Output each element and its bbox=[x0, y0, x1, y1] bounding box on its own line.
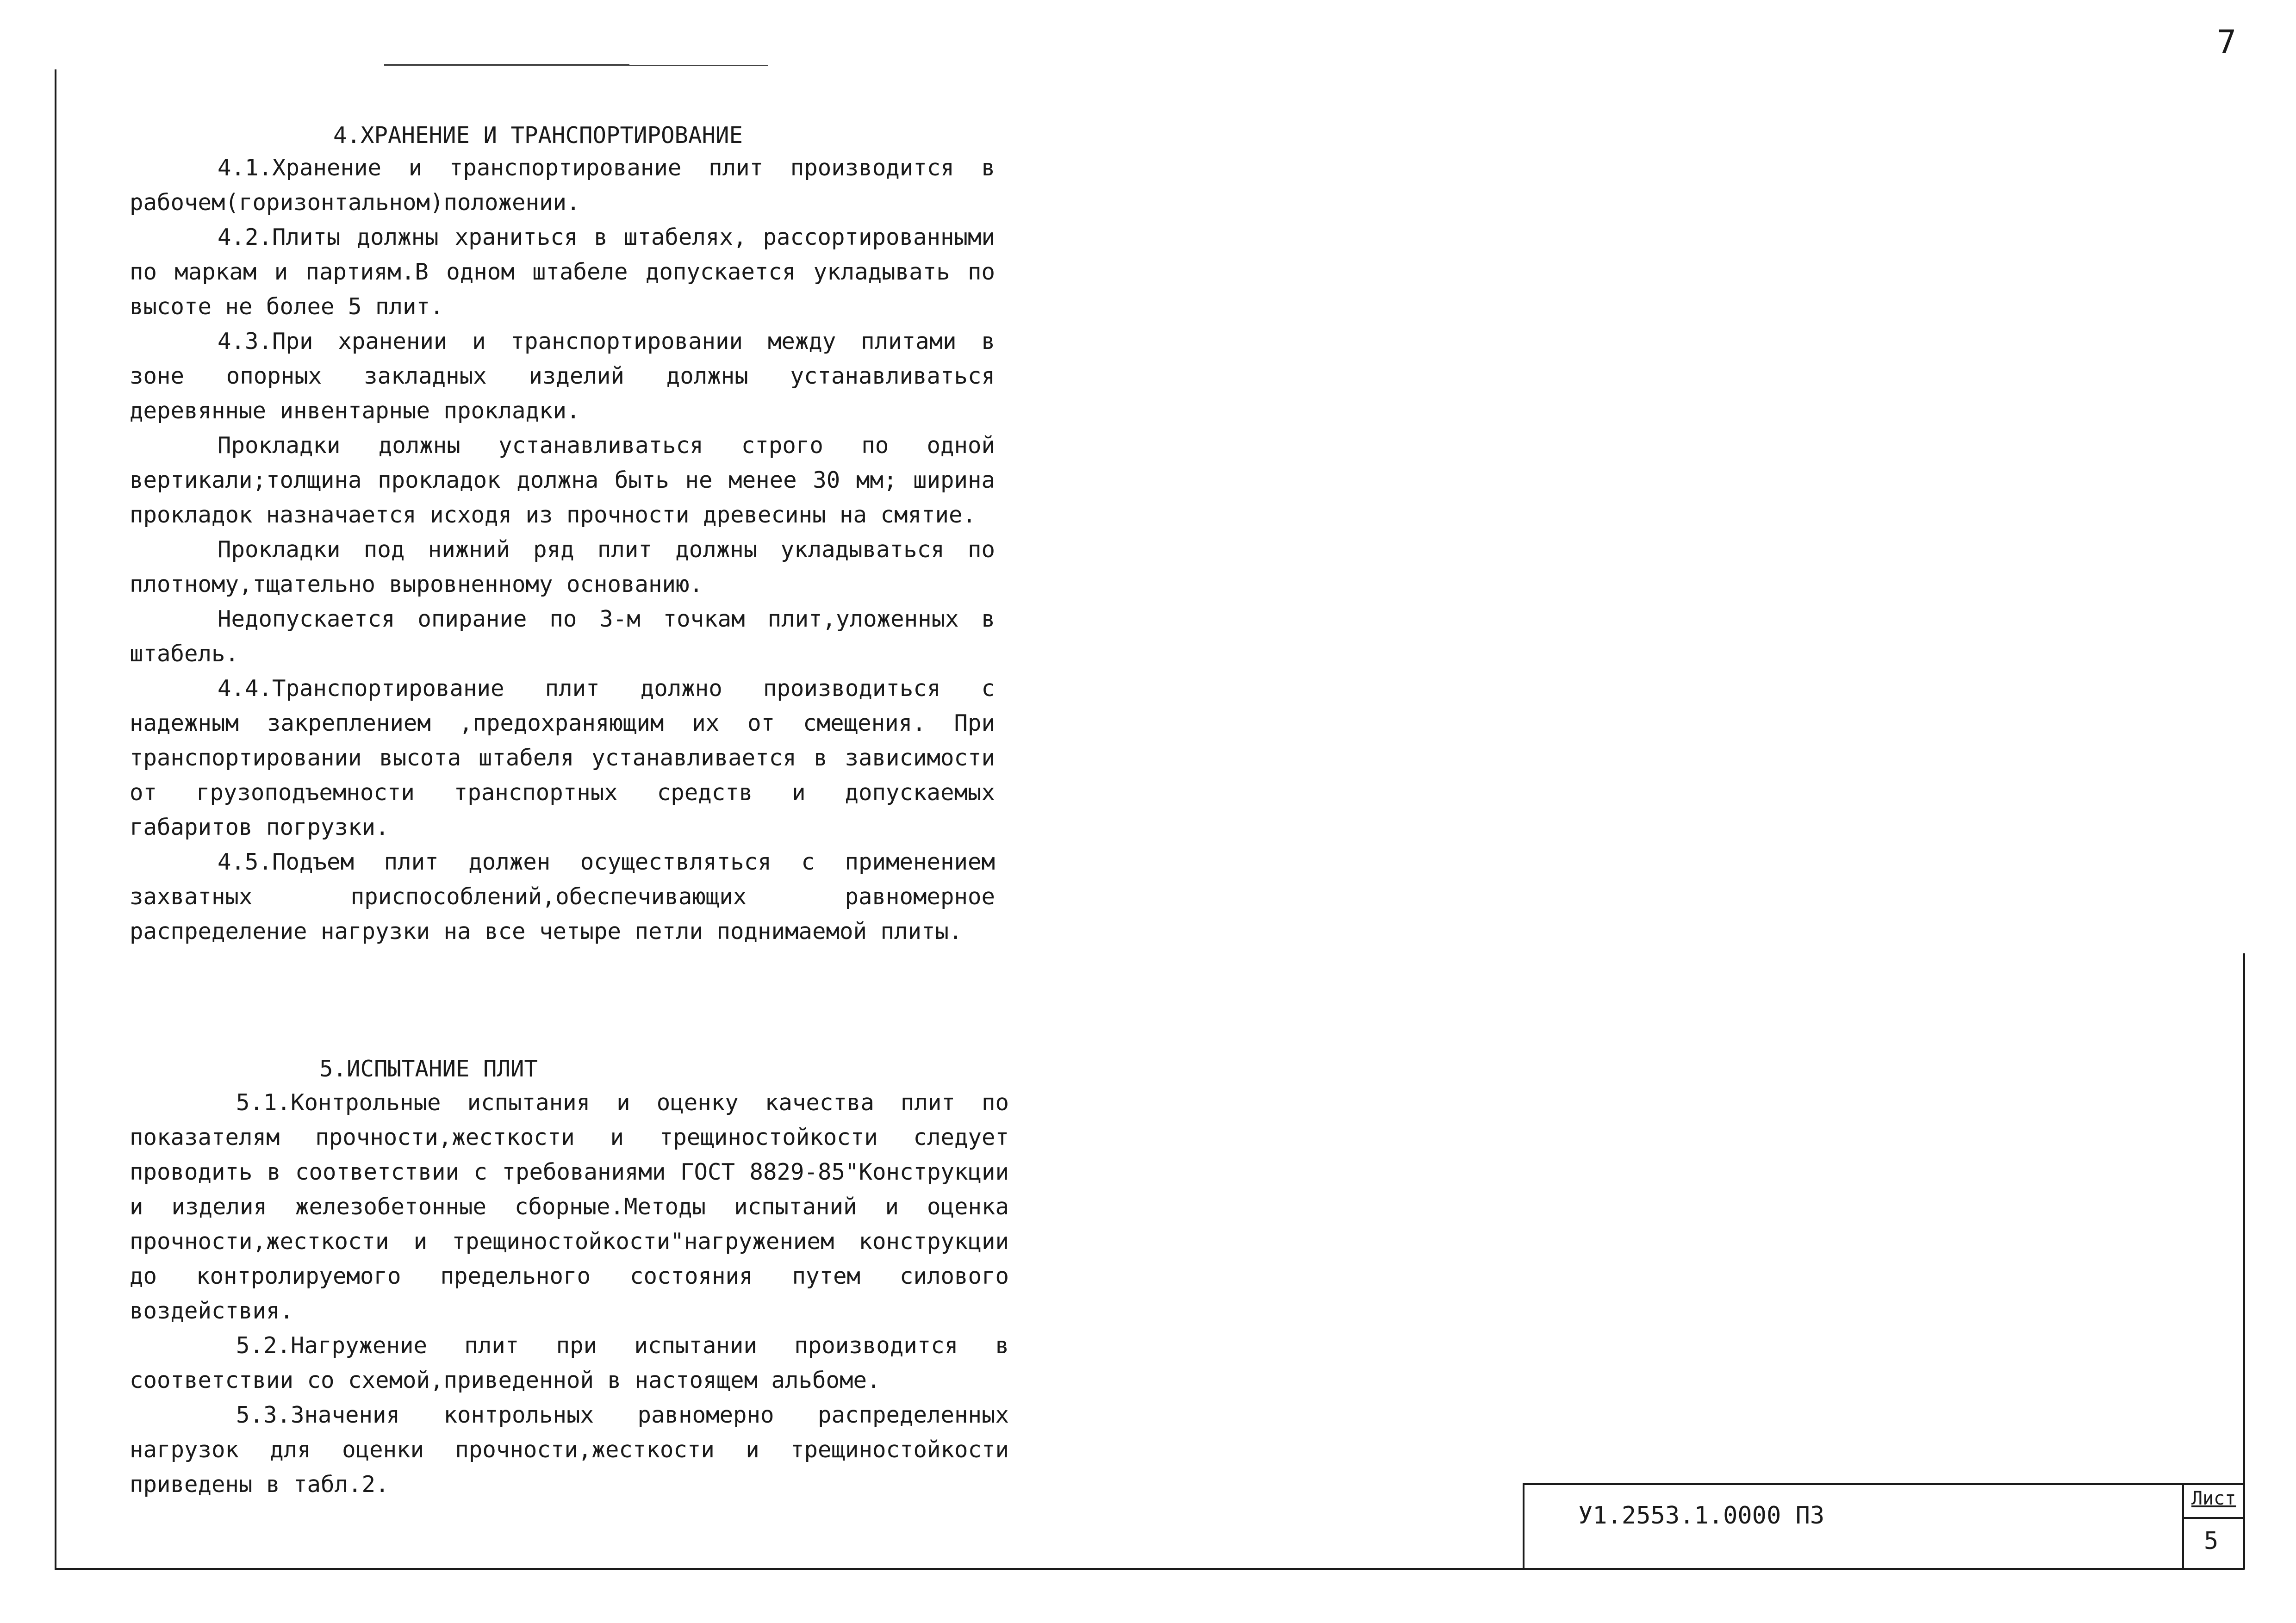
top-scan-dash bbox=[629, 65, 768, 66]
document-code: У1.2553.1.0000 ПЗ bbox=[1578, 1502, 1825, 1530]
stamp-left-line bbox=[1523, 1483, 1524, 1569]
top-scan-dash bbox=[384, 64, 629, 66]
paragraph-4-3-base: Прокладки под нижний ряд плит должны укладываться по плотному,тщательно выровненному основанию. bbox=[130, 536, 995, 597]
sheet-number: 5 bbox=[2204, 1527, 2219, 1555]
paragraph-5-2: 5.2.Нагружение плит при испытании производится в соответствии со схемой,приведенной в настоящем альбоме. bbox=[130, 1332, 1009, 1393]
stamp-sheet-line bbox=[2182, 1517, 2245, 1519]
section-5-title: 5.ИСПЫТАНИЕ ПЛИТ bbox=[319, 1056, 538, 1082]
sheet-label: Лист bbox=[2191, 1488, 2236, 1509]
paragraph-5-1: 5.1.Контрольные испытания и оценку качества плит по показателям прочности,жесткости и трещиностойкости следует проводить в соответствии с требованиями ГОСТ 8829-85"Конструкции и изделия железобетонные сборные.Методы испытаний и оценка прочности,жесткости и трещиностойкости"нагружением конструкции до контролируемого предельного состояния путем силового воздействия. bbox=[130, 1089, 1009, 1324]
section-4-body bbox=[130, 150, 995, 949]
page-mark: 7 bbox=[2217, 23, 2237, 61]
paragraph-4-3-pads: Прокладки должны устанавливаться строго по одной вертикали;толщина прокладок должна быть не менее 30 мм; ширина прокладок назначается исходя из прочности древесины на смятие. bbox=[130, 432, 995, 528]
paragraph-4-1: 4.1.Хранение и транспортирование плит производится в рабочем(горизонтальном)положении. bbox=[130, 155, 995, 216]
paragraph-4-4: 4.4.Транспортирование плит должно производиться с надежным закреплением ,предохраняющим их от смещения. При транспортировании высота штабеля устанавливается в зависимости от грузоподъемности транспортных средств и допускаемых габаритов погрузки. bbox=[130, 675, 995, 840]
paragraph-5-3: 5.3.Значения контрольных равномерно распределенных нагрузок для оценки прочности,жесткости и трещиностойкости приведены в табл.2. bbox=[130, 1402, 1009, 1498]
frame-left-line bbox=[55, 69, 56, 1569]
paragraph-4-3: 4.3.При хранении и транспортировании между плитами в зоне опорных закладных изделий должны устанавливаться деревянные инвентарные прокладки. bbox=[130, 328, 995, 424]
paragraph-4-5: 4.5.Подъем плит должен осуществляться с применением захватных приспособлений,обеспечивающих равномерное распределение нагрузки на все четыре петли поднимаемой плиты. bbox=[130, 849, 995, 945]
frame-right-line bbox=[2243, 953, 2245, 1569]
stamp-top-line bbox=[1523, 1483, 2245, 1485]
section-5-body bbox=[130, 1085, 1009, 1502]
section-4-title: 4.ХРАНЕНИЕ И ТРАНСПОРТИРОВАНИЕ bbox=[333, 122, 743, 149]
stamp-divider-line bbox=[2182, 1483, 2184, 1569]
paragraph-4-3-support: Недопускается опирание по 3-м точкам плит,уложенных в штабель. bbox=[130, 606, 995, 667]
paragraph-4-2: 4.2.Плиты должны храниться в штабелях, рассортированными по маркам и партиям.В одном штабеле допускается укладывать по высоте не более 5 плит. bbox=[130, 224, 995, 320]
frame-bottom-line bbox=[55, 1568, 2245, 1570]
